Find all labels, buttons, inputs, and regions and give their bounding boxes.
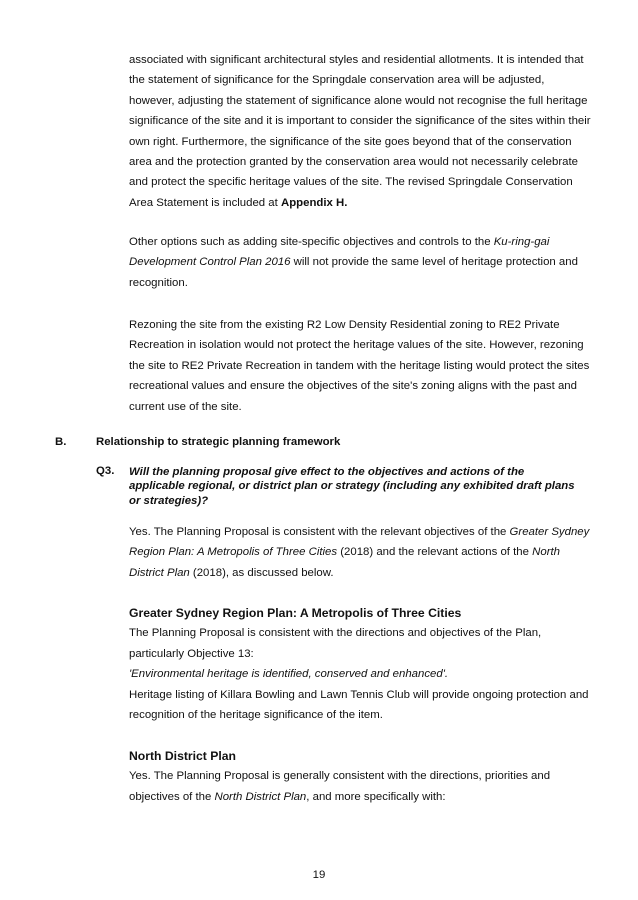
section-title: Relationship to strategic planning framework: [96, 436, 341, 448]
question-text: Will the planning proposal give effect to the objectives and actions of the applicable regional, or district plan or strategy (including any exhibited draft plans or strategies)?: [129, 466, 575, 507]
paragraph-rezoning: Rezoning the site from the existing R2 Low Density Residential zoning to RE2 Private Recreation in isolation would not protect the heritage values of the site. However, rezoning the site to RE2 Private Recreation in tandem with the heritage listing would protect the sites recreational values and ensure the objectives of the site's zoning aligns with the past and current use of the site.: [129, 319, 590, 413]
dcp-title: Ku-ring-gai Development Control Plan 2016: [129, 236, 550, 269]
paragraph-conservation-area: associated with significant architectural styles and residential allotments. It is intended that the statement of significance for the Springdale conservation area will be adjusted, however, adjusting the statement of significance alone would not recognise the full heritage significance of the site and it is important to consider the significance of the sites within their own right. Furthermore, the significance of the site goes beyond that of the conservation area and the protection granted by the conservation area would not necessarily celebrate and protect the specific heritage values of the site. The revised Springdale Conservation Area Statement is included at Appendix H.: [129, 54, 591, 209]
region-plan-section: Greater Sydney Region Plan: A Metropolis of Three Cities The Planning Proposal is consistent with the directions and objectives of the Plan, particularly Objective 13: 'Environmental heritage is identified, conserved and enhanced'. Heritage listing of Killara Bowling and Lawn Tennis Club will provide ongoing protection and recognition of the heritage significance of the item.: [129, 603, 591, 725]
paragraph-consistency: Yes. The Planning Proposal is consistent with the relevant objectives of the Greater Sydney Region Plan: A Metropolis of Three Cities (2018) and the relevant actions of the North District Plan (2018), as discussed below.: [129, 526, 590, 579]
section-letter: B.: [55, 436, 67, 448]
objective-quote: 'Environmental heritage is identified, conserved and enhanced'.: [129, 668, 449, 681]
region-plan-heading: Greater Sydney Region Plan: A Metropolis of Three Cities: [129, 606, 462, 620]
district-plan-heading: North District Plan: [129, 749, 236, 763]
district-plan-section: North District Plan Yes. The Planning Proposal is generally consistent with the directions, priorities and objectives of the North District Plan, and more specifically with:: [129, 746, 591, 807]
paragraph-other-options: Other options such as adding site-specific objectives and controls to the Ku-ring-gai Development Control Plan 2016 will not provide the same level of heritage protection and recognition.: [129, 236, 578, 289]
question-number: Q3.: [96, 465, 115, 477]
appendix-reference: Appendix H.: [280, 196, 348, 209]
page-number: 19: [312, 869, 326, 881]
